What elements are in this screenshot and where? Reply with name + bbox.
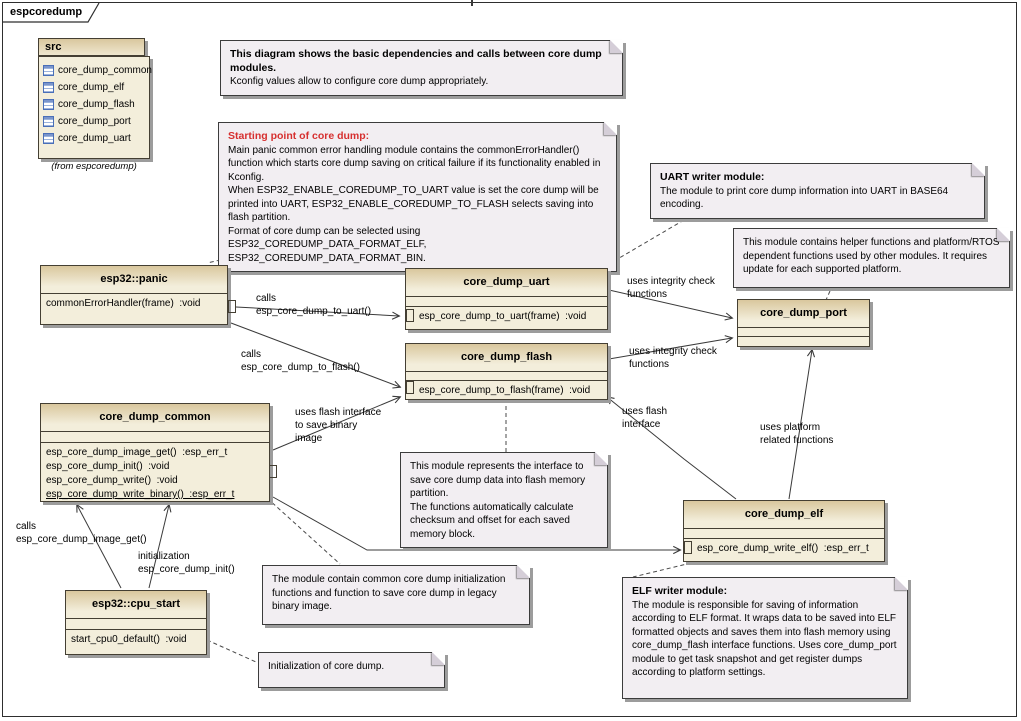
class-title: core_dump_uart bbox=[406, 269, 607, 297]
class-core-dump-common[interactable] bbox=[40, 403, 270, 502]
package-src-tab[interactable]: src bbox=[38, 38, 145, 56]
edge-label-integrity-lower: uses integrity check functions bbox=[629, 346, 717, 370]
class-core-dump-flash[interactable] bbox=[405, 343, 608, 400]
frame-tick bbox=[471, 0, 473, 6]
note-flash-interface[interactable]: This module represents the interface to save core dump data into flash memory partition. The functions automatically calculate checksum and offset for each saved memory block. bbox=[400, 452, 608, 548]
operation[interactable]: esp_core_dump_to_flash(frame) :void bbox=[419, 385, 591, 396]
class-file-icon bbox=[43, 99, 54, 110]
edge-label-initialization: initialization esp_core_dump_init() bbox=[138, 551, 235, 575]
package-from-label: (from espcoredump) bbox=[51, 161, 137, 172]
operation[interactable]: esp_core_dump_to_uart(frame) :void bbox=[419, 311, 587, 322]
operation[interactable]: esp_core_dump_init() :void bbox=[46, 461, 170, 472]
notelink-initnote-to-cpustart[interactable] bbox=[207, 640, 256, 662]
operation[interactable]: esp_core_dump_write() :void bbox=[46, 475, 178, 486]
attributes-compartment bbox=[41, 432, 269, 443]
note-elf-writer[interactable]: ELF writer module: The module is responsible for saving of information according to ELF format. It wraps data to be saved into ELF formatted objects and saves them into flash memory using core_dump_flash interface functions. Uses core_dump_port module to get task snapshot and get register dumps according to platform settings. bbox=[622, 577, 908, 699]
class-file-icon bbox=[43, 116, 54, 127]
edge-label-flash-interface: uses flash interface bbox=[622, 406, 668, 430]
note-init[interactable]: Initialization of core dump. bbox=[258, 652, 445, 688]
notelink-elfwriter-to-elf[interactable] bbox=[633, 563, 691, 577]
class-core-dump-uart[interactable] bbox=[405, 268, 608, 330]
note-common-module[interactable]: The module contain common core dump initialization functions and function to save core dump in legacy binary image. bbox=[262, 565, 530, 625]
anchor-elf-op bbox=[684, 541, 692, 554]
class-title: core_dump_elf bbox=[684, 501, 884, 529]
package-item-core-dump-flash[interactable]: core_dump_flash bbox=[39, 96, 149, 113]
class-core-dump-elf[interactable] bbox=[683, 500, 885, 562]
note-port-helper[interactable]: This module contains helper functions and platform/RTOS dependent functions used by other modules. It requires update for each supported platform. bbox=[733, 228, 1010, 288]
class-esp32-cpu-start[interactable] bbox=[65, 590, 207, 655]
note-starting-point[interactable]: Starting point of core dump: Main panic common error handling module contains the commonErrorHandler() function which starts core dump saving on critical failure if its functionality enabled in Kconfig. When ESP32_ENABLE_COREDUMP_TO_UART value is set the core dump will be printed into UART, ESP32_ENABLE_COREDUMP_TO_FLASH selects saving into flash partition. Format of core dump can be selected using ESP32_COREDUMP_DATA_FORMAT_ELF, ESP32_COREDUMP_DATA_FORMAT_BIN. bbox=[218, 122, 617, 272]
anchor-panic-handler bbox=[228, 300, 236, 313]
anchor-uart-op bbox=[406, 309, 414, 322]
attributes-compartment bbox=[406, 372, 607, 381]
attributes-compartment bbox=[738, 328, 869, 337]
operation[interactable]: esp_core_dump_write_binary() :esp_err_t bbox=[46, 489, 235, 500]
frame-title: espcoredump bbox=[10, 6, 83, 18]
operation[interactable]: esp_core_dump_write_elf() :esp_err_t bbox=[697, 543, 869, 554]
edge-label-calls-flash: calls esp_core_dump_to_flash() bbox=[241, 349, 360, 373]
package-src[interactable] bbox=[38, 56, 150, 159]
class-core-dump-port[interactable] bbox=[737, 299, 870, 347]
connector-cpustart-to-common-imageget[interactable] bbox=[77, 505, 121, 588]
note-overview[interactable]: This diagram shows the basic dependencies and calls between core dump modules. Kconfig values allow to configure core dump appropriately. bbox=[220, 40, 623, 96]
operation[interactable]: commonErrorHandler(frame) :void bbox=[46, 298, 201, 309]
class-file-icon bbox=[43, 133, 54, 144]
package-item-core-dump-uart[interactable]: core_dump_uart bbox=[39, 130, 149, 147]
edge-label-calls-image-get: calls esp_core_dump_image_get() bbox=[16, 521, 147, 545]
class-title: core_dump_flash bbox=[406, 344, 607, 372]
note-uart-writer[interactable]: UART writer module: The module to print core dump information into UART in BASE64 encoding. bbox=[650, 163, 985, 219]
package-item-core-dump-common[interactable]: core_dump_common bbox=[39, 62, 149, 79]
operation[interactable]: esp_core_dump_image_get() :esp_err_t bbox=[46, 447, 228, 458]
anchor-common-op bbox=[269, 465, 277, 478]
package-item-core-dump-elf[interactable]: core_dump_elf bbox=[39, 79, 149, 96]
edge-label-calls-uart: calls esp_core_dump_to_uart() bbox=[256, 293, 372, 317]
class-file-icon bbox=[43, 82, 54, 93]
attributes-compartment bbox=[66, 619, 206, 630]
attributes-compartment bbox=[684, 529, 884, 539]
anchor-flash-op bbox=[406, 381, 414, 394]
class-title: core_dump_port bbox=[738, 300, 869, 328]
package-item-core-dump-port[interactable]: core_dump_port bbox=[39, 113, 149, 130]
class-title: esp32::panic bbox=[41, 266, 227, 294]
edge-label-platform: uses platform related functions bbox=[760, 422, 834, 446]
class-title: esp32::cpu_start bbox=[66, 591, 206, 619]
class-esp32-panic[interactable] bbox=[40, 265, 228, 325]
class-file-icon bbox=[43, 65, 54, 76]
edge-label-integrity-upper: uses integrity check functions bbox=[627, 276, 715, 300]
attributes-compartment bbox=[406, 297, 607, 307]
edge-label-flash-save: uses flash interface to save binary image bbox=[295, 407, 382, 444]
operation[interactable]: start_cpu0_default() :void bbox=[71, 634, 187, 645]
class-title: core_dump_common bbox=[41, 404, 269, 432]
notelink-commonnote-to-common[interactable] bbox=[267, 498, 340, 564]
